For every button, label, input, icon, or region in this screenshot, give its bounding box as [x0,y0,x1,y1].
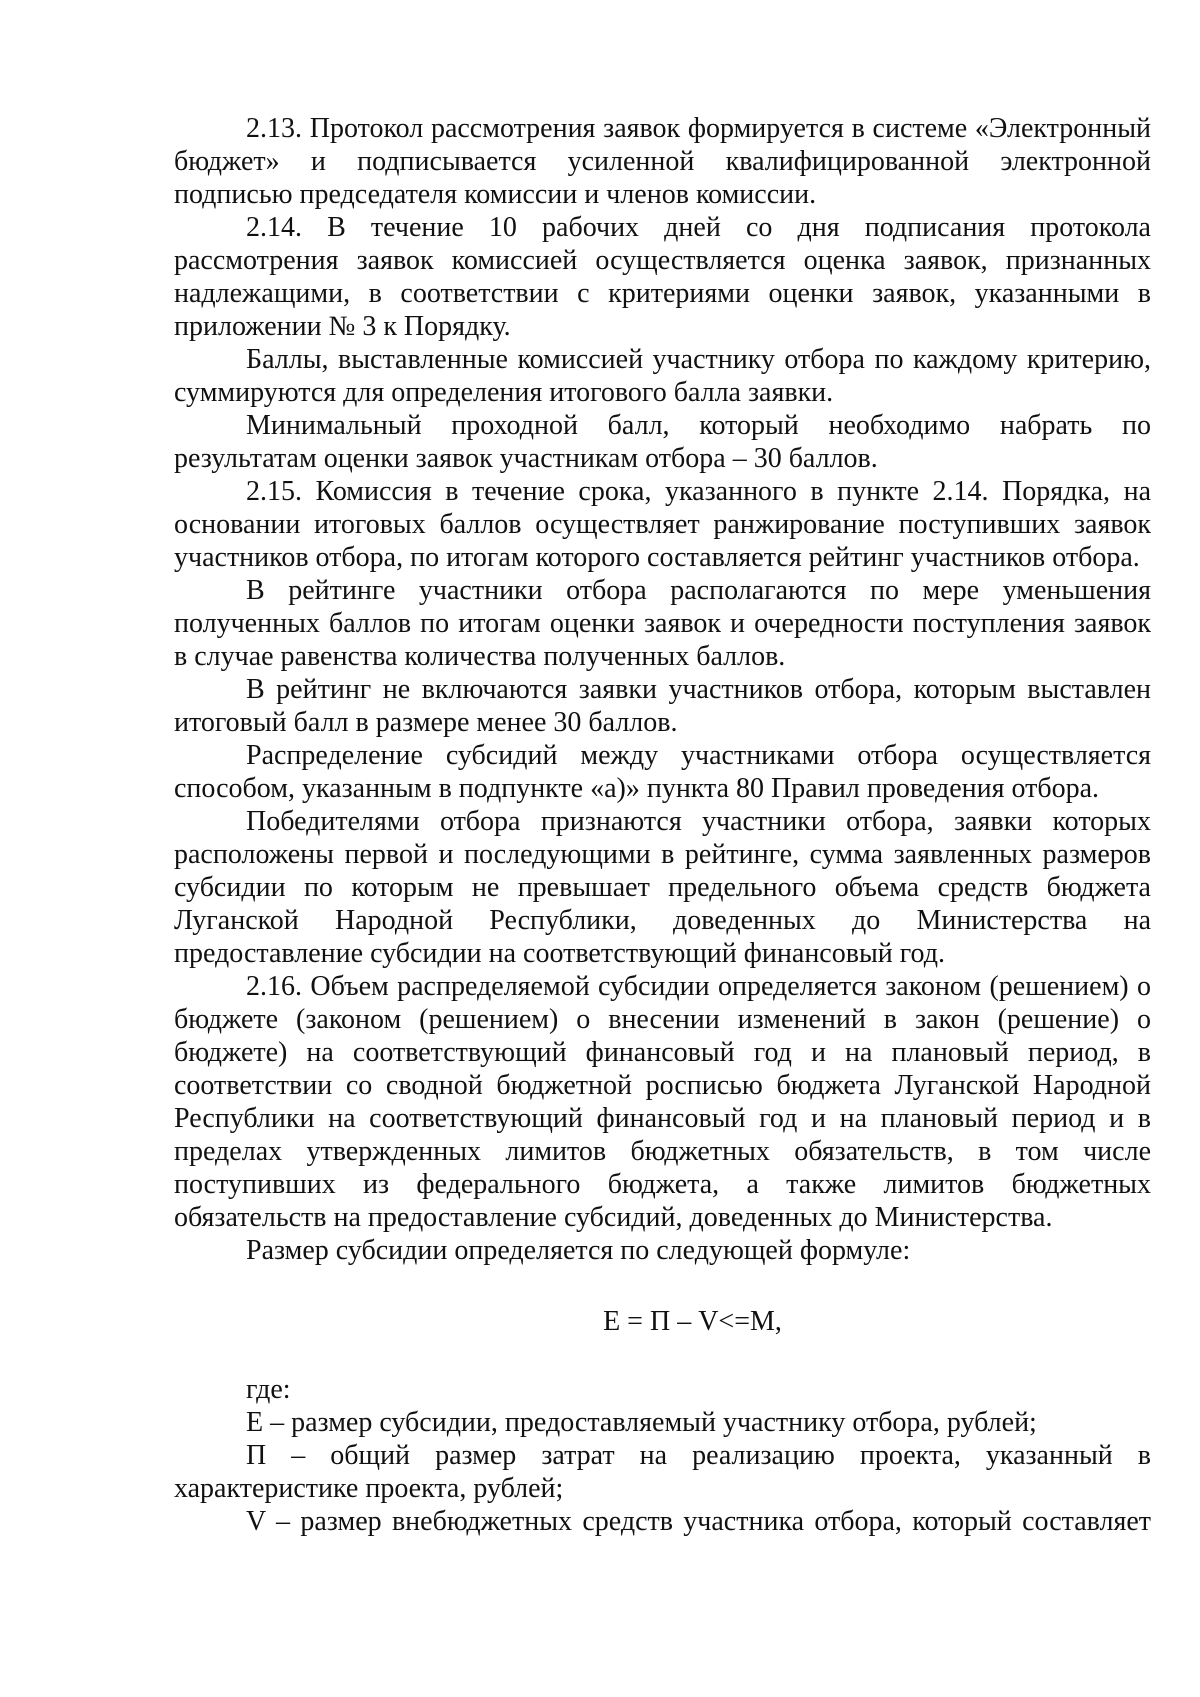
paragraph-2-14: 2.14. В течение 10 рабочих дней со дня подписания протокола рассмотрения заявок комиссией осуществляется оценка заявок, признанных надлежащими, в соответствии с критериями оценки заявок, указанными в приложении № 3 к Порядку. [174,212,1151,342]
paragraph-2-16: 2.16. Объем распределяемой субсидии определяется законом (решением) о бюджете (законом (решением) о внесении изменений в закон (решение) о бюджете) на соответствующий финансовый год и на плановый период, в соответствии со сводной бюджетной росписью бюджета Луганской Народной Республики на соответствующий финансовый год и на плановый период и в пределах утвержденных лимитов бюджетных обязательств, в том числе поступивших из федерального бюджета, а также лимитов бюджетных обязательств на предоставление субсидий, доведенных до Министерства. [174,971,1151,1233]
paragraph-scores-summed: Баллы, выставленные комиссией участнику отбора по каждому критерию, суммируются для определения итогового балла заявки. [174,344,1151,408]
definition-e: E – размер субсидии, предоставляемый участнику отбора, рублей; [246,1407,1037,1438]
document-page [174,112,1151,1538]
subsidy-formula: E = П – V<=M, [603,1306,782,1337]
paragraph-2-15: 2.15. Комиссия в течение срока, указанного в пункте 2.14. Порядка, на основании итоговых баллов осуществляет ранжирование поступивших заявок участников отбора, по итогам которого составляется рейтинг участников отбора. [174,476,1151,573]
paragraph-rating-exclusion: В рейтинг не включаются заявки участников отбора, которым выставлен итоговый балл в размере менее 30 баллов. [174,674,1151,738]
paragraph-winners: Победителями отбора признаются участники отбора, заявки которых расположены первой и последующими в рейтинге, сумма заявленных размеров субсидии по которым не превышает предельного объема средств бюджета Луганской Народной Республики, доведенных до Министерства на предоставление субсидии на соответствующий финансовый год. [174,806,1151,969]
definition-v: V – размер внебюджетных средств участника отбора, который составляет [246,1506,1151,1537]
paragraph-rating-order: В рейтинге участники отбора располагаются по мере уменьшения полученных баллов по итогам оценки заявок и очередности поступления заявок в случае равенства количества полученных баллов. [174,575,1151,672]
definition-p: П – общий размер затрат на реализацию проекта, указанный в характеристике проекта, рублей; [174,1440,1151,1504]
where-label: где: [246,1374,291,1405]
paragraph-distribution-method: Распределение субсидий между участниками отбора осуществляется способом, указанным в подпункте «а)» пункта 80 Правил проведения отбора. [174,740,1151,804]
paragraph-2-13: 2.13. Протокол рассмотрения заявок формируется в системе «Электронный бюджет» и подписывается усиленной квалифицированной электронной подписью председателя комиссии и членов комиссии. [174,113,1151,210]
paragraph-formula-intro: Размер субсидии определяется по следующей формуле: [246,1235,911,1266]
paragraph-minimum-score: Минимальный проходной балл, который необходимо набрать по результатам оценки заявок участникам отбора – 30 баллов. [174,410,1151,474]
